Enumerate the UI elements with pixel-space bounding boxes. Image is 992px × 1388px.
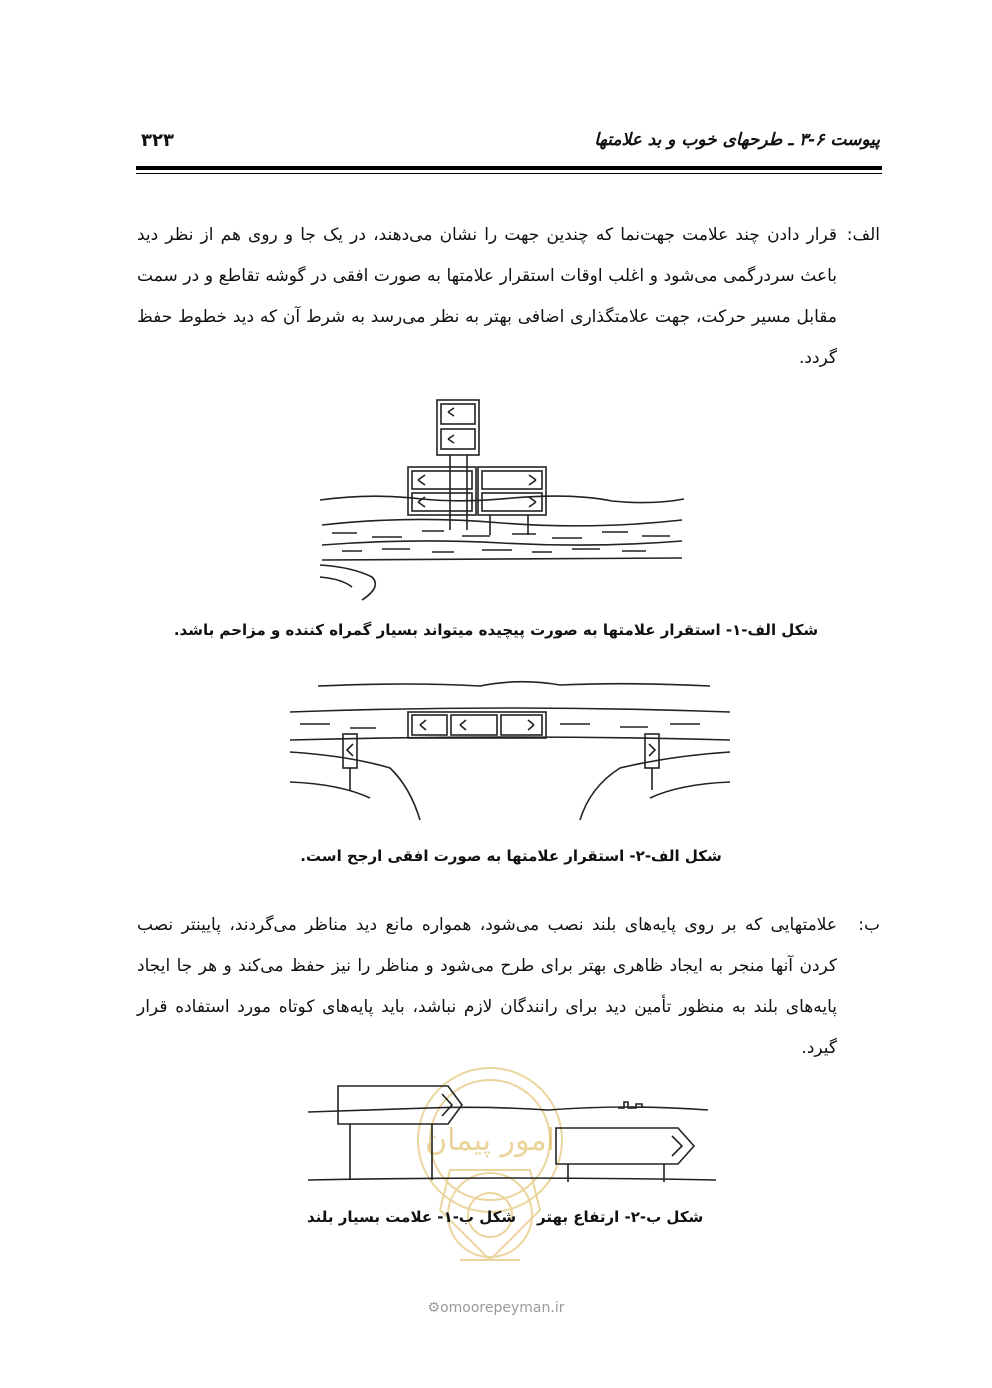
figure-b1-caption: شکل ب-۱- علامت بسیار بلند — [307, 1208, 517, 1226]
figure-a1-caption: شکل الف-۱- استقرار علامتها به صورت پیچیده میتواند بسیار گمراه کننده و مزاحم باشد. — [173, 621, 819, 639]
header-rule-thick — [136, 166, 882, 170]
header-rule-thin — [136, 173, 882, 174]
section-a-label: الف: — [846, 225, 880, 245]
section-a-paragraph: قرار دادن چند علامت جهت‌نما که چندین جهت را نشان می‌دهند، در یک جا و روی هم از نظر دید باعث سردرگمی می‌شود و اغلب اوقات استقرار علامتها به صورت افقی در گوشه تقاطع و در سمت مقابل مسیر حرکت، جهت علامتگذاری اضافی بهتر به نظر می‌رسد به شرط آن که دید خطوط حفظ گردد. — [137, 225, 837, 368]
watermark-gear-icon: ⚙ — [427, 1300, 441, 1316]
figure-b-illustration — [308, 1080, 716, 1190]
running-header-title: پیوست ۶-۳ ـ طرحهای خوب و بد علامتها — [594, 130, 880, 150]
figure-a1-illustration — [312, 395, 692, 605]
watermark-logo-text: امور پیمان — [425, 1123, 555, 1158]
figure-a2-illustration — [290, 672, 730, 822]
watermark-site-text: ⚙omoorepeyman.ir — [427, 1300, 565, 1316]
figure-a2-caption: شکل الف-۲- استقرار علامتها به صورت افقی ارجح است. — [300, 847, 722, 865]
section-b-label: ب: — [858, 915, 880, 935]
section-b-paragraph: علامتهایی که بر روی پایه‌های بلند نصب می‌شود، همواره مانع دید مناظر می‌گردند، پایینتر نصب کردن آنها منجر به ایجاد ظاهری بهتر برای طرح می‌شود و مناظر را نیز حفظ می‌کند و هر جا ایجاد پایه‌های بلند به منظور تأمین دید برای رانندگان لازم نباشد، باید پایه‌های کوتاه مورد استفاده قرار گیرد. — [137, 915, 837, 1058]
figure-b2-caption: شکل ب-۲- ارتفاع بهتر — [537, 1208, 704, 1226]
page-number: ۳۲۳ — [141, 130, 174, 151]
